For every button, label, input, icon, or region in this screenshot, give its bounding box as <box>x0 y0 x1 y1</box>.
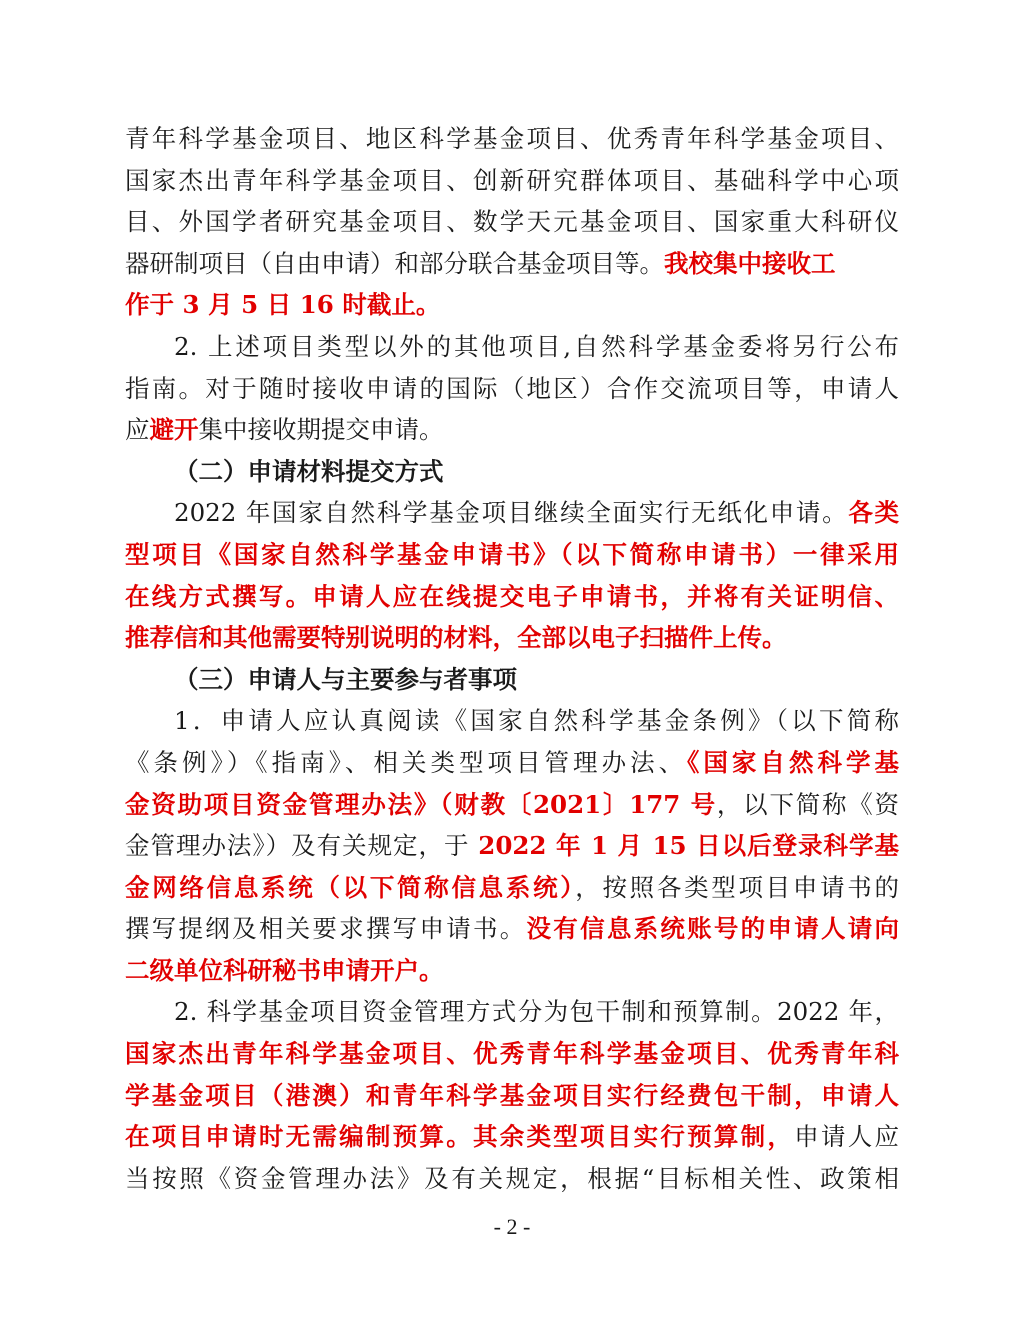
body-text: 国家杰出青年科学基金项目、创新研究群体项目、基础科学中心项 <box>125 165 899 195</box>
body-text: 2022 年国家自然科学基金项目继续全面实行无纸化申请。 <box>174 498 849 528</box>
text-line <box>125 160 899 202</box>
emphasis-text: 避开 <box>149 415 199 445</box>
text-line <box>125 284 899 326</box>
document-body <box>125 118 899 1199</box>
emphasis-text: 学基金项目（港澳）和青年科学基金项目实行经费包干制，申请人 <box>125 1080 899 1110</box>
emphasis-text: 作于 3 月 5 日 16 时截止。 <box>125 290 441 320</box>
text-line <box>125 326 899 368</box>
text-line <box>125 492 899 534</box>
emphasis-text: 型项目《国家自然科学基金申请书》（以下简称申请书）一律采用 <box>125 539 899 569</box>
emphasis-text: 2022 年 1 月 15 日以后登录科学基 <box>478 831 899 861</box>
emphasis-text: 没有信息系统账号的申请人请向 <box>526 914 900 944</box>
paragraph <box>125 492 899 658</box>
body-text: 应 <box>125 415 150 445</box>
emphasis-text: 国家杰出青年科学基金项目、优秀青年科学基金项目、优秀青年科 <box>125 1039 899 1069</box>
paragraph <box>125 700 899 991</box>
body-text: 当按照《资金管理办法》及有关规定，根据“目标相关性、政策相 <box>125 1163 899 1193</box>
text-line <box>125 368 899 410</box>
body-text: 撰写提纲及相关要求撰写申请书。 <box>125 914 527 944</box>
body-text: 目、外国学者研究基金项目、数学天元基金项目、国家重大科研仪 <box>125 207 899 237</box>
text-line <box>125 991 899 1033</box>
emphasis-text: 二级单位科研秘书申请开户。 <box>125 955 444 985</box>
text-line <box>125 1033 899 1075</box>
text-line <box>125 409 899 451</box>
text-line <box>125 950 899 992</box>
emphasis-text: 各类 <box>848 498 900 528</box>
body-text: （二）申请材料提交方式 <box>174 456 444 486</box>
text-line <box>125 784 899 826</box>
section-heading <box>125 451 899 493</box>
emphasis-text: 金网络信息系统（以下简称信息系统） <box>125 872 576 902</box>
text-line <box>125 576 899 618</box>
paragraph <box>125 326 899 451</box>
text-line <box>125 700 899 742</box>
body-text: ，按照各类型项目申请书的 <box>575 872 900 902</box>
body-text: 器研制项目（自由申请）和部分联合基金项目等。 <box>125 248 664 278</box>
body-text: 申请人应 <box>794 1122 900 1152</box>
emphasis-text: 在项目申请时无需编制预算。其余类型项目实行预算制， <box>125 1122 795 1152</box>
section-heading <box>125 659 899 701</box>
body-text: 2. 科学基金项目资金管理方式分为包干制和预算制。2022 年， <box>174 997 899 1027</box>
text-line <box>125 617 899 659</box>
text-line <box>125 867 899 909</box>
body-text: 青年科学基金项目、地区科学基金项目、优秀青年科学基金项目、 <box>125 124 899 153</box>
page-number: - 2 - <box>493 1214 531 1239</box>
text-line <box>125 201 899 243</box>
body-text: 金管理办法》）及有关规定，于 <box>125 831 479 861</box>
text-line <box>125 118 899 160</box>
text-line <box>125 243 899 285</box>
text-line <box>125 908 899 950</box>
body-text: 集中接收期提交申请。 <box>198 415 444 445</box>
text-line <box>125 1075 899 1117</box>
emphasis-text: 《国家自然科学基 <box>687 747 899 777</box>
text-line <box>125 659 899 701</box>
emphasis-text: 在线方式撰写。申请人应在线提交电子申请书，并将有关证明信、 <box>125 581 899 611</box>
body-text: 1．申请人应认真阅读《国家自然科学基金条例》（以下简称 <box>174 706 899 736</box>
text-line <box>125 451 899 493</box>
text-line <box>125 534 899 576</box>
text-line <box>125 742 899 784</box>
text-line <box>125 1158 899 1200</box>
body-text: （三）申请人与主要参与者事项 <box>174 664 517 694</box>
text-line <box>125 825 899 867</box>
body-text: ，以下简称《资 <box>716 789 900 819</box>
emphasis-text: 金资助项目资金管理办法》（财教〔2021〕177 号 <box>125 789 717 819</box>
body-text: 2. 上述项目类型以外的其他项目,自然科学基金委将另行公布 <box>174 331 899 361</box>
paragraph <box>125 118 899 326</box>
paragraph <box>125 991 899 1199</box>
emphasis-text: 我校集中接收工 <box>664 248 836 278</box>
emphasis-text: 推荐信和其他需要特别说明的材料，全部以电子扫描件上传。 <box>125 623 787 653</box>
text-line <box>125 1116 899 1158</box>
body-text: 指南。对于随时接收申请的国际（地区）合作交流项目等，申请人 <box>125 373 899 403</box>
body-text: 《条例》）《指南》、相关类型项目管理办法、 <box>125 747 688 777</box>
